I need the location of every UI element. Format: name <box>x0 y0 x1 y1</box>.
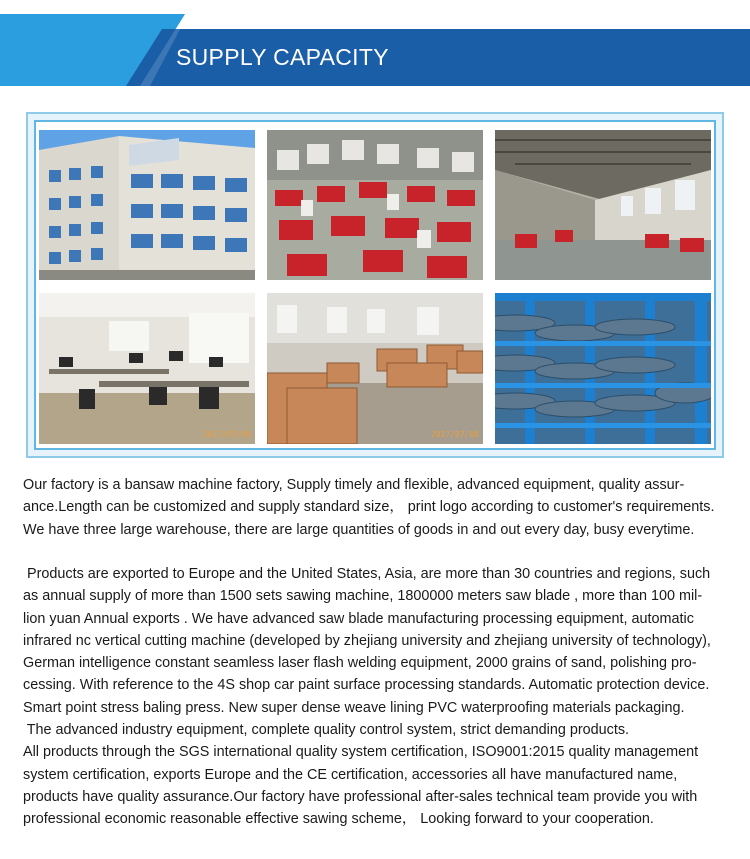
factory-photo-gallery <box>26 112 724 458</box>
header-banner-shape <box>0 0 750 86</box>
workshop-interior-photo <box>495 130 711 280</box>
text-line: lion yuan Annual exports . We have advanced saw blade manufacturing processing equipment, automatic <box>23 610 694 627</box>
gallery-inner-frame <box>34 120 716 450</box>
factory-intro-paragraph <box>23 474 733 541</box>
text-line: products have quality assurance.Our factory have professional after-sales technical team provide you with <box>23 788 698 805</box>
text-line: system certification, exports Europe and the CE certification, accessories all have manufactured name, <box>23 766 678 783</box>
section-header-banner <box>0 0 750 86</box>
text-line: All products through the SGS international quality system certification, ISO9001:2015 quality management <box>23 744 699 761</box>
office-building-photo <box>39 130 255 280</box>
saw-machines-floor-photo <box>267 130 483 280</box>
text-line: Our factory is a bansaw machine factory, Supply timely and flexible, advanced equipment, quality assur- <box>23 477 685 493</box>
text-line: German intelligence constant seamless laser flash welding equipment, 2000 grains of sand, polishing pro- <box>23 655 697 672</box>
text-line: Products are exported to Europe and the United States, Asia, are more than 30 countries and regions, such <box>23 566 711 582</box>
text-line: Smart point stress baling press. New super dense weave lining PVC waterproofing materials packaging. <box>23 699 685 716</box>
photo-date-stamp: 2017/07/08 <box>430 430 479 439</box>
text-line: The advanced industry equipment, complete quality control system, strict demanding products. <box>23 722 630 739</box>
photo-date-stamp: 2017/07/08 <box>202 430 251 439</box>
text-line: as annual supply of more than 1500 sets sawing machine, 1800000 meters saw blade , more than 100 mil- <box>23 588 703 605</box>
export-capability-paragraph <box>23 563 733 831</box>
blade-rack-photo <box>495 293 711 444</box>
office-desks-photo <box>39 293 255 444</box>
packed-boxes-photo <box>267 293 483 444</box>
text-line: infrared nc vertical cutting machine (developed by zhejiang university and zhejiang university of technology), <box>23 632 711 649</box>
text-line: professional economic reasonable effective sawing scheme， Looking forward to your cooperation. <box>23 811 654 828</box>
section-title: SUPPLY CAPACITY <box>176 44 389 70</box>
text-line: cessing. With reference to the 4S shop car paint surface processing standards. Automatic protection device. <box>23 677 710 694</box>
text-line: ance.Length can be customized and supply standard size， print logo according to customer's requirements. <box>23 499 715 516</box>
text-line: We have three large warehouse, there are large quantities of goods in and out every day, busy everytime. <box>23 521 695 538</box>
